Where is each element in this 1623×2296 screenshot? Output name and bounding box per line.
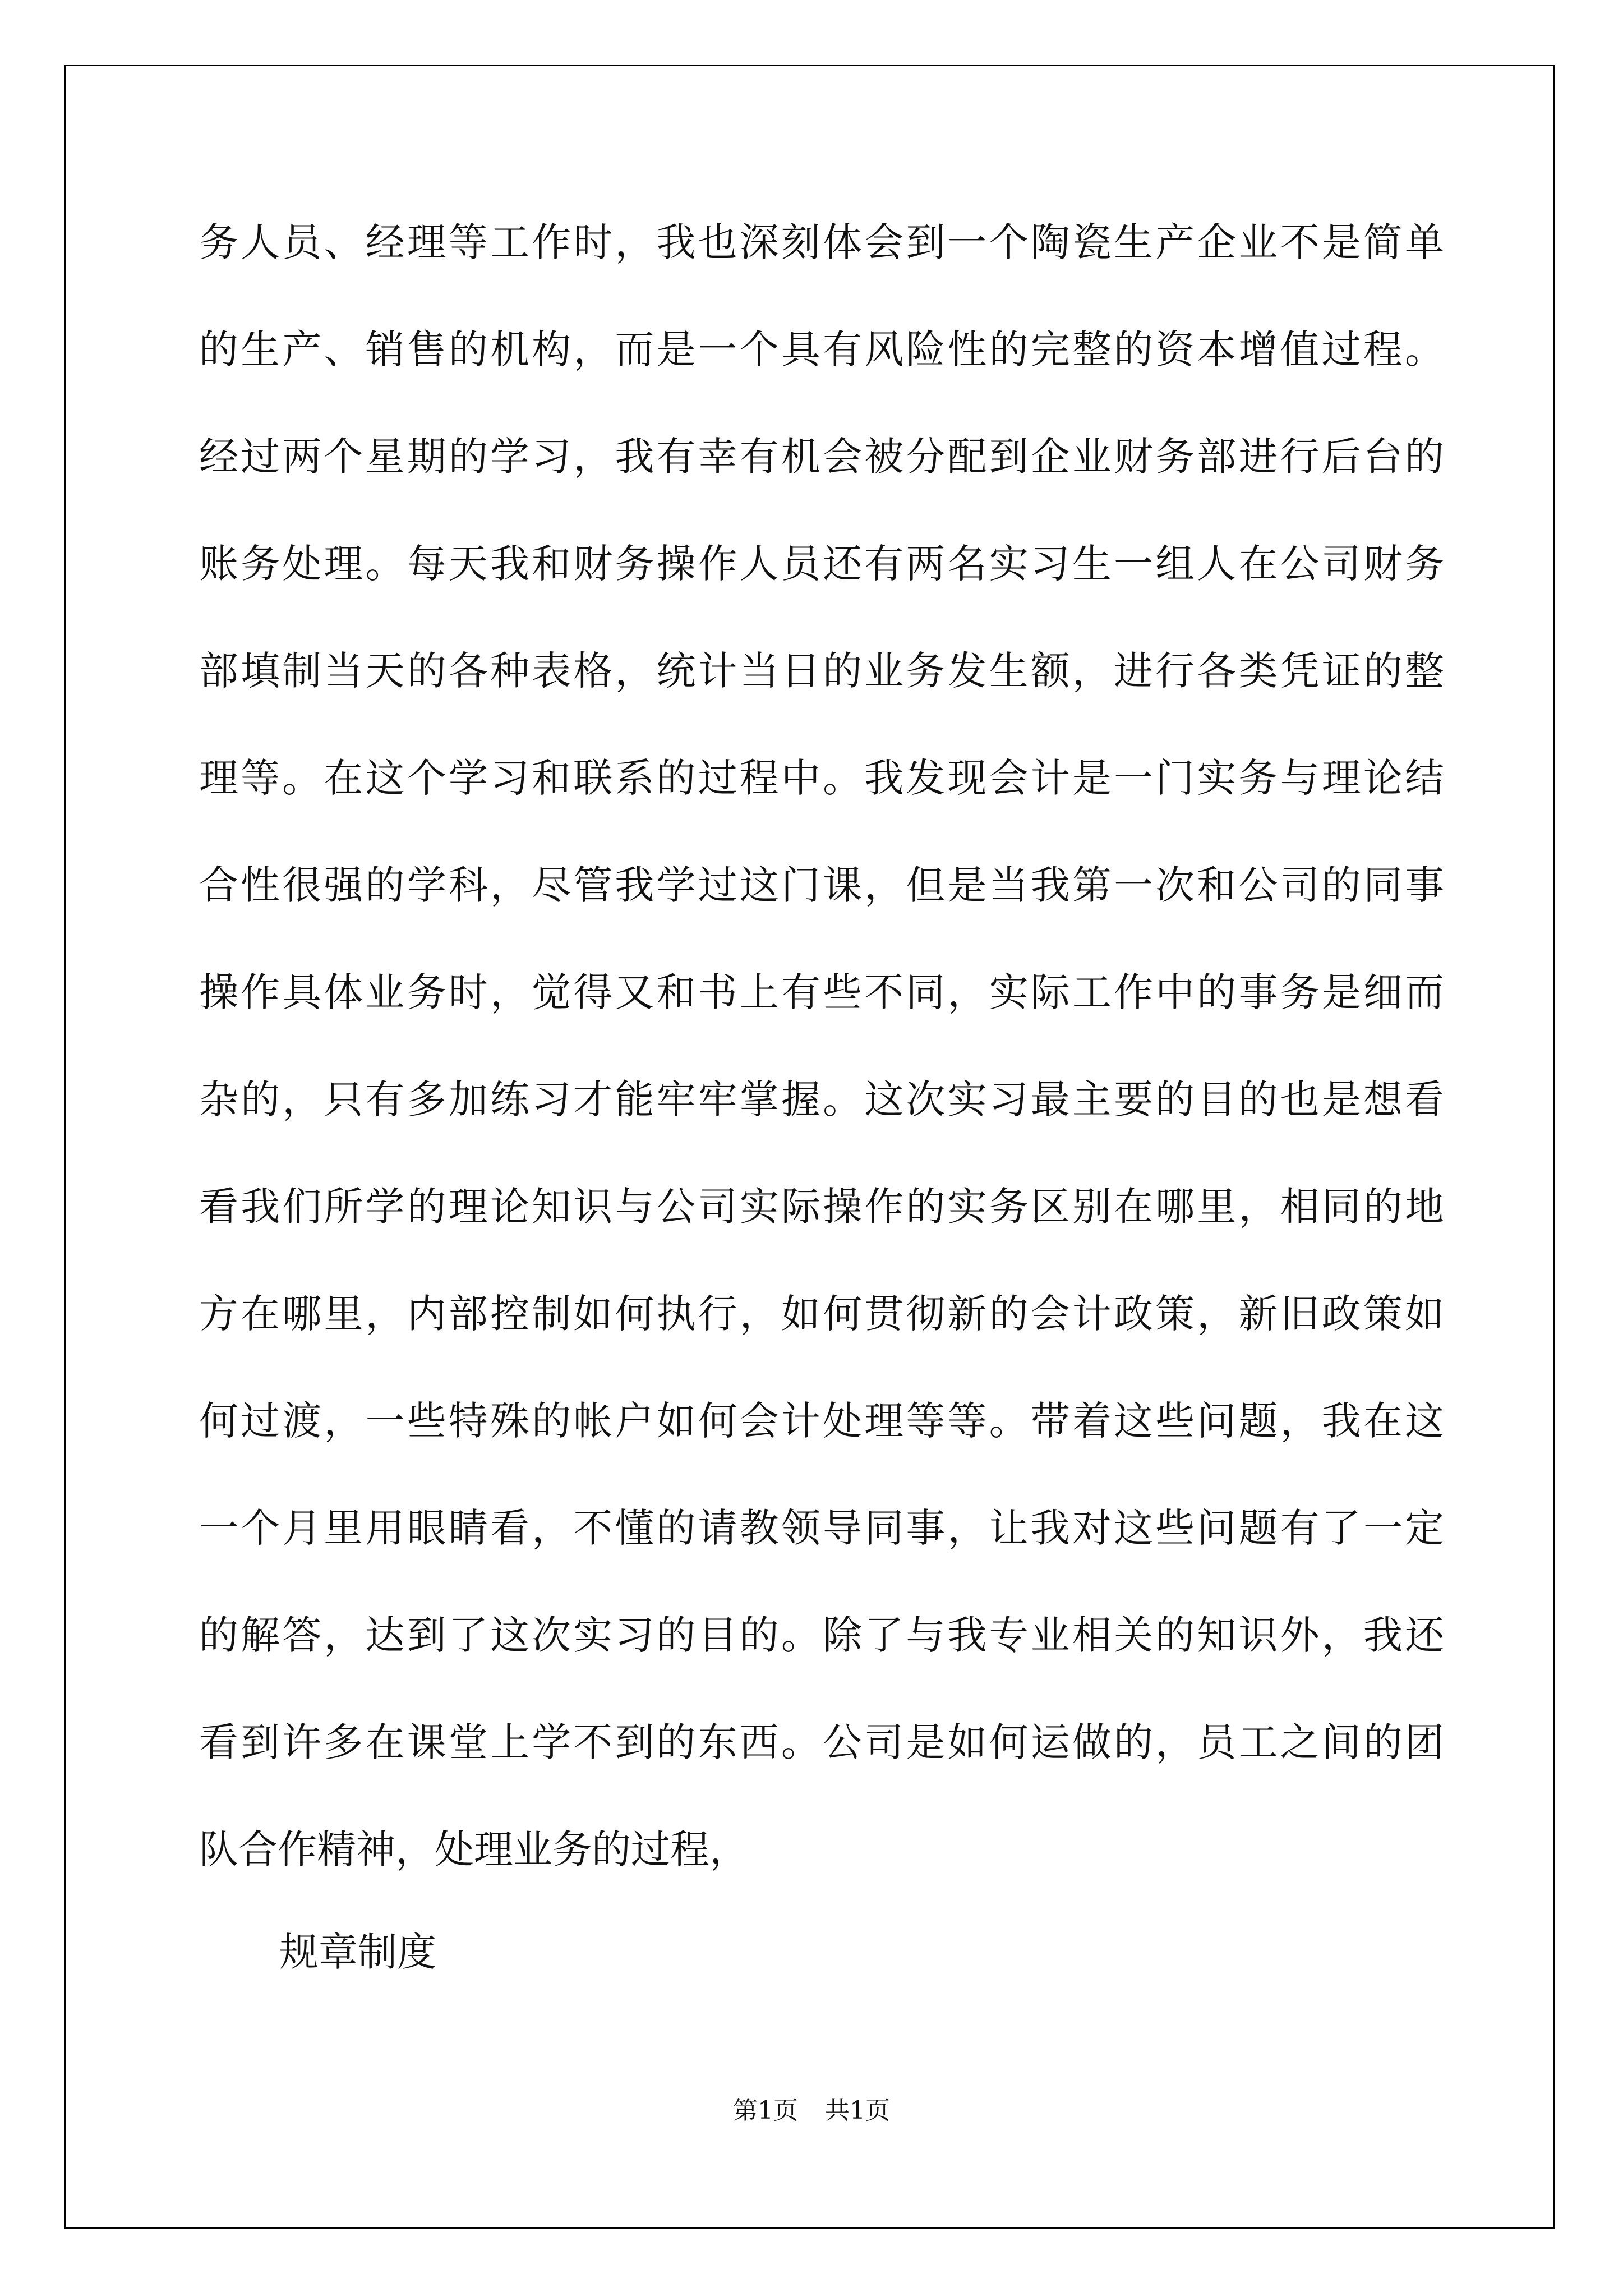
page-footer [0,2095,1623,2127]
paragraph-line: 部填制当天的各种表格，统计当日的业务发生额，进行各类凭证的整 [199,648,1444,694]
paragraph-line: 账务处理。每天我和财务操作人员还有两名实习生一组人在公司财务 [199,541,1444,587]
paragraph-line: 看我们所学的理论知识与公司实际操作的实务区别在哪里，相同的地 [199,1184,1444,1230]
paragraph-line: 何过渡，一些特殊的帐户如何会计处理等等。带着这些问题，我在这 [199,1398,1444,1444]
paragraph-line: 理等。在这个学习和联系的过程中。我发现会计是一门实务与理论结 [199,755,1444,801]
paragraph-line: 操作具体业务时，觉得又和书上有些不同，实际工作中的事务是细而 [199,969,1444,1015]
page-number: 第1页 [733,2096,798,2125]
paragraph-line: 的解答，达到了这次实习的目的。除了与我专业相关的知识外，我还 [199,1612,1444,1658]
body-paragraph [199,220,1444,1934]
paragraph-line: 的生产、销售的机构，而是一个具有风险性的完整的资本增值过程。 [199,326,1444,372]
paragraph-line: 经过两个星期的学习，我有幸有机会被分配到企业财务部进行后台的 [199,434,1444,480]
paragraph-line: 方在哪里，内部控制如何执行，如何贯彻新的会计政策，新旧政策如 [199,1291,1444,1337]
paragraph-line: 杂的，只有多加练习才能牢牢掌握。这次实习最主要的目的也是想看 [199,1076,1444,1122]
paragraph-line: 队合作精神，处理业务的过程， [199,1826,749,1872]
paragraph-line: 一个月里用眼睛看，不懂的请教领导同事，让我对这些问题有了一定 [199,1505,1444,1551]
section-heading: 规章制度 [279,1929,436,1975]
paragraph-line: 合性很强的学科，尽管我学过这门课，但是当我第一次和公司的同事 [199,862,1444,908]
page-total: 共1页 [825,2096,890,2125]
paragraph-line: 务人员、经理等工作时，我也深刻体会到一个陶瓷生产企业不是简单 [199,219,1444,265]
paragraph-line: 看到许多在课堂上学不到的东西。公司是如何运做的，员工之间的团 [199,1719,1444,1765]
